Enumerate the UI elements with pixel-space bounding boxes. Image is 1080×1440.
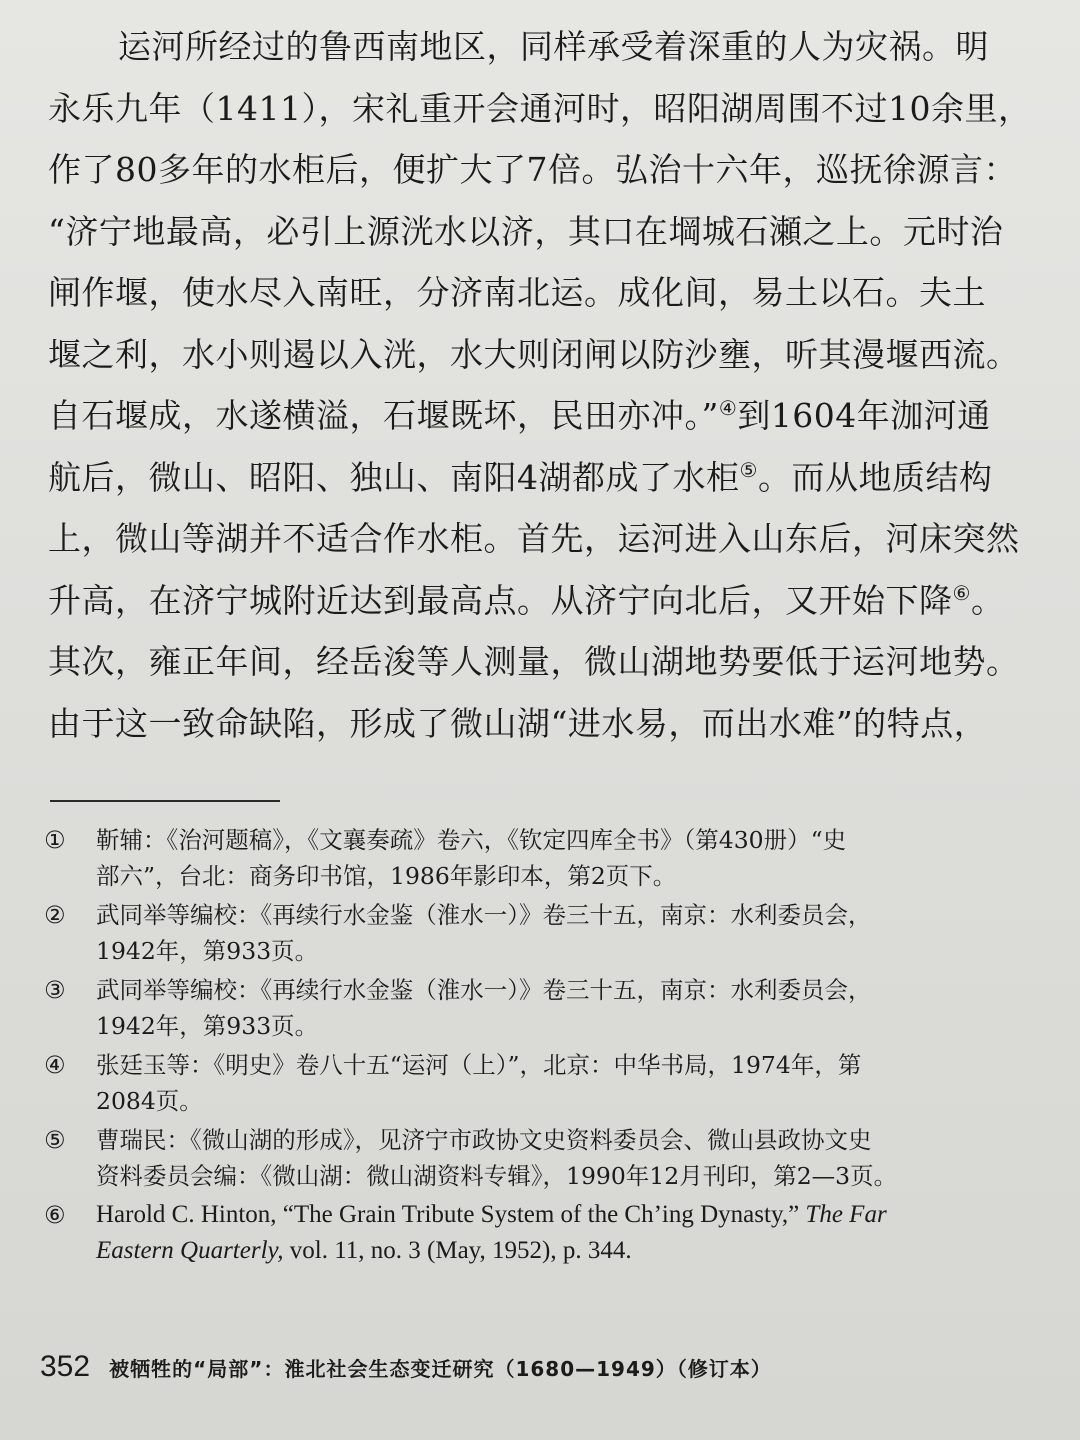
footnote-4 (44, 1047, 1024, 1119)
footnote-text: 曹瑞民：《微山湖的形成》，见济宁市政协文史资料委员会、微山县政协文史 (96, 1126, 872, 1154)
main-text (48, 16, 1032, 754)
running-title: 被牺牲的“局部”：淮北社会生态变迁研究（1680—1949）（修订本） (109, 1357, 772, 1381)
footnote-ref-4: ④ (718, 396, 738, 420)
footnote-number: ① (44, 826, 66, 854)
footnote-text: 武同举等编校：《再续行水金鉴（淮水一）》卷三十五，南京：水利委员会， (96, 901, 872, 929)
footnote-number: ③ (44, 976, 66, 1004)
footnote-text (96, 1233, 1024, 1269)
footnote-text: 武同举等编校：《再续行水金鉴（淮水一）》卷三十五，南京：水利委员会， (96, 976, 872, 1004)
footnote-number: ⑤ (44, 1126, 66, 1154)
text-line (48, 570, 1005, 632)
text-fragment: 航后，微山、昭阳、独山、南阳4湖都成了水柜 (48, 457, 740, 497)
text-fragment: 。 (970, 580, 1005, 620)
footnote-5 (44, 1122, 1024, 1194)
footnote-ref-5: ⑤ (739, 457, 758, 482)
text-line: 运河所经过的鲁西南地区，同样承受着深重的人为灾祸。明 (118, 27, 989, 66)
journal-title: The Far (805, 1201, 887, 1228)
footnote-text: 张廷玉等：《明史》卷八十五“运河（上）”，北京：中华书局，1974年，第 (96, 1051, 862, 1079)
footnotes (44, 822, 1024, 1272)
text-line: 其次，雍正年间，经岳浚等人测量，微山湖地势要低于运河地势。 (48, 642, 1020, 681)
footnote-2 (44, 897, 1024, 969)
text-line: 永乐九年（1411），宋礼重开会通河时，昭阳湖周围不过10余里， (48, 88, 1032, 128)
footnote-text: 1942年，第933页。 (96, 1012, 319, 1040)
text-line: 作了80多年的水柜后，便扩大了7倍。弘治十六年，巡抚徐源言： (48, 150, 1017, 189)
footnote-number: ④ (44, 1051, 66, 1079)
text-line (48, 385, 998, 447)
text-line: 堰之利，水小则遏以入洸，水大则闭闸以防沙壅，听其漫堰西流。 (48, 334, 1020, 374)
footnote-text: 2084页。 (96, 1087, 203, 1115)
citation-text: Harold C. Hinton, “The Grain Tribute System of the Ch’ing Dynasty,” (96, 1201, 800, 1228)
footnote-3 (44, 972, 1024, 1044)
text-fragment: 自石堰成，水遂横溢，石堰既坏，民田亦冲。” (48, 396, 719, 435)
text-line: 闸作堰，使水尽入南旺，分济南北运。成化间，易土以石。夫土 (48, 273, 986, 312)
citation-text: vol. 11, no. 3 (May, 1952), p. 344. (289, 1237, 632, 1264)
page-number: 352 (40, 1350, 91, 1383)
footnote-text: 资料委员会编：《微山湖：微山湖资料专辑》，1990年12月刊印，第2—3页。 (96, 1162, 898, 1190)
journal-title: Eastern Quarterly, (96, 1237, 284, 1264)
text-fragment: 升高，在济宁城附近达到最高点。从济宁向北后，又开始下降 (48, 580, 953, 620)
text-line: 由于这一致命缺陷，形成了微山湖“进水易，而出水难”的特点， (48, 703, 988, 743)
footnote-text: 靳辅：《治河题稿》，《文襄奏疏》卷六，《钦定四库全书》（第430册）“史 (96, 826, 847, 854)
footnote-number: ⑥ (44, 1201, 66, 1229)
text-line: “济宁地最高，必引上源洸水以济，其口在堈城石瀬之上。元时治 (48, 211, 1004, 251)
footnote-divider (50, 800, 280, 802)
footnote-ref-6: ⑥ (952, 580, 971, 605)
text-line: 上，微山等湖并不适合作水柜。首先，运河进入山东后，河床突然 (48, 519, 1020, 558)
page-footer (40, 1350, 1040, 1384)
footnote-text (96, 1197, 1024, 1233)
footnote-text: 1942年，第933页。 (96, 937, 319, 965)
footnote-1 (44, 822, 1024, 894)
footnote-6 (44, 1197, 1024, 1269)
text-fragment: 到1604年泇河通 (737, 396, 991, 435)
text-line (48, 447, 998, 509)
footnote-number: ② (44, 901, 66, 929)
text-fragment: 。而从地质结构 (757, 457, 993, 497)
footnote-text: 部六”，台北：商务印书馆，1986年影印本，第2页下。 (96, 862, 677, 890)
